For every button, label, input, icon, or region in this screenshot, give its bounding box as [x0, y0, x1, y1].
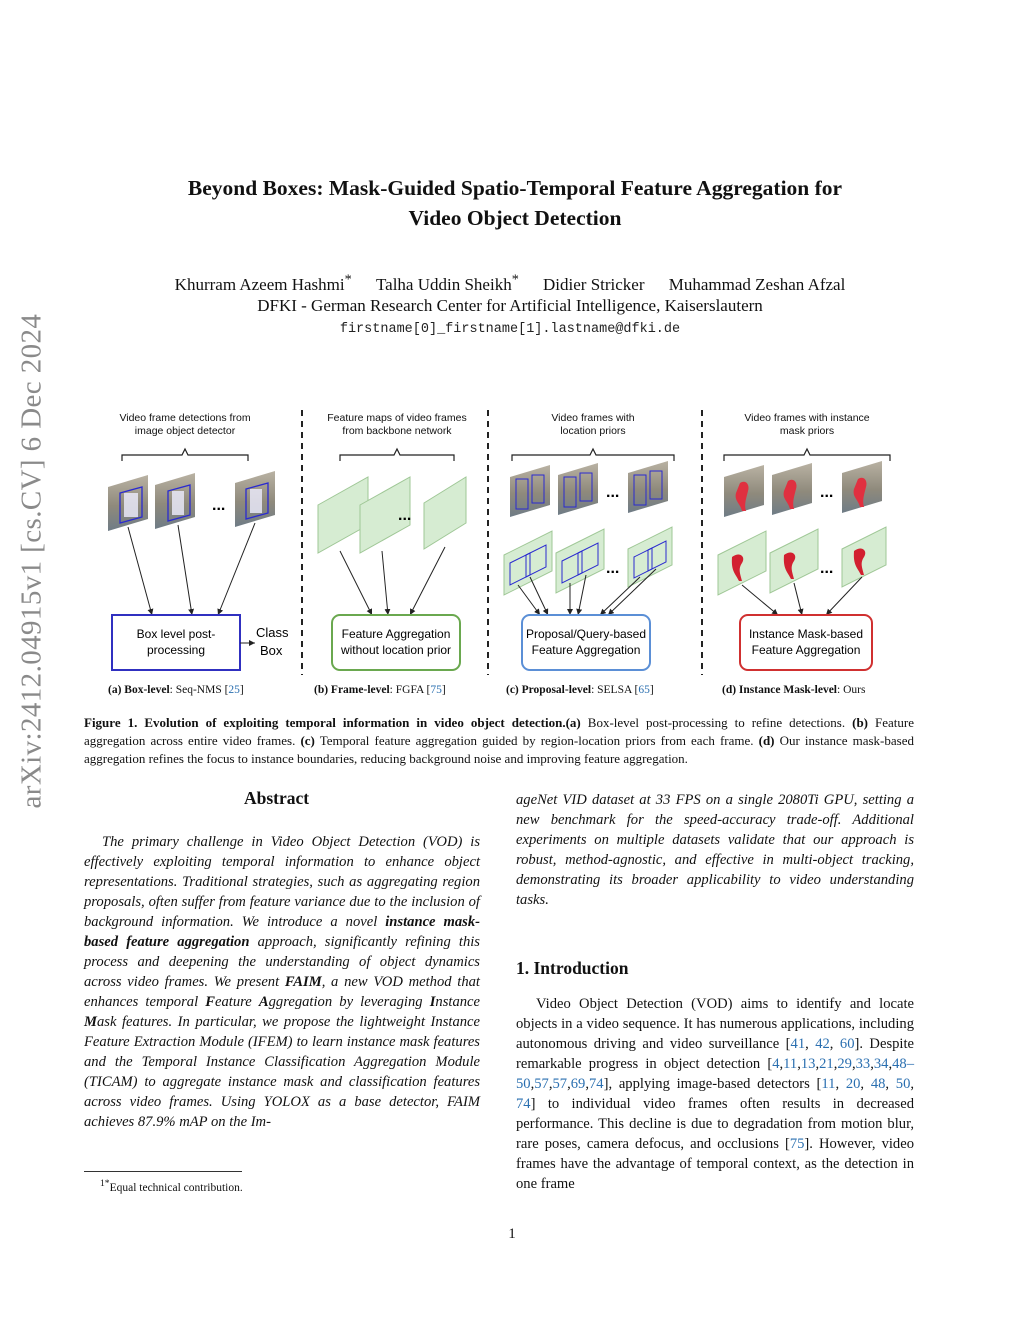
email: firstname[0]_firstname[1].lastname@dfki.de [339, 322, 681, 337]
brace [512, 449, 674, 461]
svg-text:...: ... [398, 507, 412, 524]
svg-text:Proposal/Query-based: Proposal/Query-based [525, 627, 647, 641]
svg-text:Class: Class [256, 625, 289, 640]
author: Muhammad Zeshan Afzal [668, 274, 846, 294]
panel-b-label-2: from backbone network [342, 425, 452, 437]
footnote-rule [84, 1171, 242, 1172]
abstract-continuation: ageNet VID dataset at 33 FPS on a single 2080Ti GPU, setting a new benchmark for the speed-accuracy trade-off. Additional experiments on multiple datasets validate that our approach is robust, method-agnostic, and effective in multi-object tracking, demonstrating its broader applicability to video understanding tasks. [516, 792, 914, 908]
ellipsis: ... [212, 497, 226, 514]
subcaption-d: (d) Instance Mask-level: Ours [722, 684, 866, 696]
figure-caption: Figure 1. Evolution of exploiting temporal information in video object detection.(a) Box-level post-processing to refine detections. (b) Feature aggregation across entire video frames. (c) Temporal feature aggregation guided by region-location priors from each frame. (d) Our instance mask-based aggregation refines the focus to instance boundaries, reducing background noise and improving feature aggregation. [84, 715, 914, 766]
svg-text:Feature Aggregation: Feature Aggregation [751, 643, 861, 657]
subcaption-c: (c) Proposal-level: SELSA [65] [506, 684, 654, 696]
paper-title [120, 173, 910, 233]
author: Didier Stricker [543, 274, 645, 294]
svg-text:Feature Aggregation: Feature Aggregation [531, 643, 641, 657]
svg-text:without location prior: without location prior [340, 643, 452, 657]
introduction-heading: 1. Introduction [516, 958, 629, 978]
arxiv-stamp: arXiv:2412.04915v1 [cs.CV] 6 Dec 2024 [15, 313, 48, 809]
panel-a-frames [108, 471, 275, 531]
panel-c-label-1: Video frames with [551, 412, 635, 424]
brace [340, 449, 454, 461]
panel-a-label-1: Video frame detections from [119, 412, 251, 424]
author: Khurram Azeem Hashmi* [174, 271, 352, 294]
subcaption-a: (a) Box-level: Seq-NMS [25] [108, 684, 244, 696]
svg-text:Instance Mask-based: Instance Mask-based [748, 627, 864, 641]
panel-c-frames [504, 461, 672, 595]
panel-d-frames [718, 461, 886, 595]
abstract-heading: Abstract [244, 788, 310, 808]
title-line-1: Beyond Boxes: Mask-Guided Spatio-Temporal Feature Aggregation for [187, 176, 843, 200]
panel-d-label-2: mask priors [779, 425, 835, 437]
svg-text:Box level post-: Box level post- [136, 627, 216, 641]
subcaption-b: (b) Frame-level: FGFA [75] [314, 684, 446, 696]
svg-text:...: ... [820, 560, 834, 577]
footnote: $^{1*}$Equal technical contribution. [100, 1178, 243, 1194]
brace [122, 449, 248, 461]
affiliation: DFKI - German Research Center for Artificial Intelligence, Kaiserslautern [257, 296, 763, 315]
panel-d-label-1: Video frames with instance [744, 412, 870, 424]
panel-b-feature-maps [318, 477, 466, 553]
svg-text:Box: Box [260, 643, 283, 658]
introduction-text: Video Object Detection (VOD) aims to identify and locate objects in a video sequence. It has numerous applications, including autonomous driving and video surveillance [41, 42, 60]. Despite remarkable progress in object detection [4,11,13,21,29,33,34,48–50,57,57,69,74], applying image-based detectors [11, 20, 48, 50, 74] to individual video frames often results in decreased performance. This decline is due to degradation from motion blur, rare poses, camera defocus, and occlusions [75]. However, video frames have the advantage of temporal context, as the detection in one frame [516, 996, 915, 1192]
panel-a-label-2: image object detector [134, 425, 236, 437]
svg-text:...: ... [606, 560, 620, 577]
svg-text:processing: processing [146, 643, 206, 657]
panel-b-label-1: Feature maps of video frames [327, 412, 467, 424]
figure-1 [100, 405, 910, 710]
svg-text:...: ... [606, 484, 620, 501]
page-number: 1 [508, 1226, 516, 1242]
abstract-text: The primary challenge in Video Object Detection (VOD) is effectively exploiting temporal information to enhance object representations. Traditional strategies, such as aggregating region proposals, often suffer from feature variance due to the inclusion of background information. We introduce a novel instance mask-based feature aggregation approach, significantly refining this process and deepening the understanding of object dynamics across video frames. We present FAIM, a new VOD method that enhances temporal Feature Aggregation by leveraging Instance Mask features. In particular, we propose the lightweight Instance Feature Extraction Module (IFEM) to learn instance mask features and the Temporal Instance Classification Aggregation Module (TICAM) to aggregate instance mask and classification features across video frames. Using YOLOX as a base detector, FAIM achieves 87.9% mAP on the Im- [84, 834, 481, 1130]
brace [724, 449, 890, 461]
title-line-2: Video Object Detection [408, 206, 622, 230]
svg-text:Feature Aggregation: Feature Aggregation [341, 627, 451, 641]
svg-text:...: ... [820, 484, 834, 501]
author-list [100, 271, 920, 295]
author: Talha Uddin Sheikh* [375, 271, 519, 294]
panel-c-label-2: location priors [560, 425, 626, 437]
